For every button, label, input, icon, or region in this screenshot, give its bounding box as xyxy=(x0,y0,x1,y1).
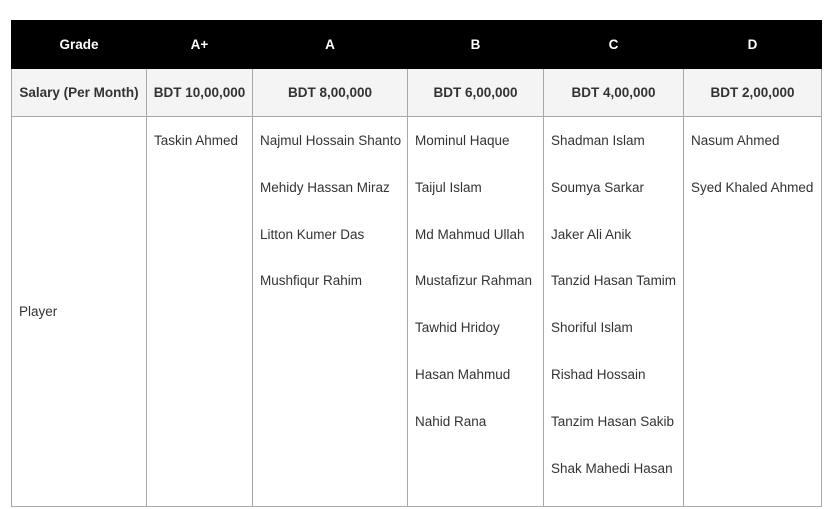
player-row xyxy=(12,117,822,507)
salary-c: BDT 4,00,000 xyxy=(544,69,684,117)
player-name: Mustafizur Rahman xyxy=(415,273,533,289)
players-b-list xyxy=(408,117,543,460)
salary-a: BDT 8,00,000 xyxy=(253,69,408,117)
players-d-cell xyxy=(684,117,822,507)
salary-row xyxy=(12,69,822,117)
players-d-list xyxy=(684,117,821,226)
player-name: Syed Khaled Ahmed xyxy=(691,179,814,195)
player-name: Hasan Mahmud xyxy=(415,366,511,382)
contract-grades-table xyxy=(11,20,822,507)
player-name: Tanzim Hasan Sakib xyxy=(551,413,675,429)
player-name: Nasum Ahmed xyxy=(691,133,780,148)
grade-header-row xyxy=(12,21,822,69)
players-a-list xyxy=(253,117,407,319)
players-a-cell xyxy=(253,117,408,507)
grade-header-b: B xyxy=(408,21,544,69)
player-name: Soumya Sarkar xyxy=(551,179,645,195)
salary-b: BDT 6,00,000 xyxy=(408,69,544,117)
player-name: Shadman Islam xyxy=(551,133,645,148)
grade-header-d: D xyxy=(684,21,822,69)
salary-a-plus: BDT 10,00,000 xyxy=(147,69,253,117)
player-name: Tanzid Hasan Tamim xyxy=(551,273,677,289)
player-name: Taijul Islam xyxy=(415,179,482,195)
grade-header-a-plus: A+ xyxy=(147,21,253,69)
players-b-cell xyxy=(408,117,544,507)
player-name: Mehidy Hassan Miraz xyxy=(260,179,390,195)
player-name: Shak Mahedi Hasan xyxy=(551,460,673,476)
player-name: Litton Kumer Das xyxy=(260,226,365,242)
grade-header-c: C xyxy=(544,21,684,69)
player-name: Mushfiqur Rahim xyxy=(260,273,363,289)
players-c-cell xyxy=(544,117,684,507)
grade-header-a: A xyxy=(253,21,408,69)
player-name: Rishad Hossain xyxy=(551,366,646,382)
salary-row-label: Salary (Per Month) xyxy=(12,69,147,117)
player-row-label: Player xyxy=(12,117,147,507)
player-name: Taskin Ahmed xyxy=(154,133,239,148)
grade-header-label: Grade xyxy=(12,21,147,69)
player-name: Nahid Rana xyxy=(415,413,487,429)
player-name: Najmul Hossain Shanto xyxy=(260,133,402,148)
player-name: Jaker Ali Anik xyxy=(551,226,632,242)
player-name: Mominul Haque xyxy=(415,133,510,148)
player-name: Tawhid Hridoy xyxy=(415,320,500,336)
players-a-plus-list xyxy=(147,117,252,179)
salary-d: BDT 2,00,000 xyxy=(684,69,822,117)
players-c-list xyxy=(544,117,683,506)
players-a-plus-cell xyxy=(147,117,253,507)
player-name: Md Mahmud Ullah xyxy=(415,226,525,242)
player-name: Shoriful Islam xyxy=(551,320,633,336)
